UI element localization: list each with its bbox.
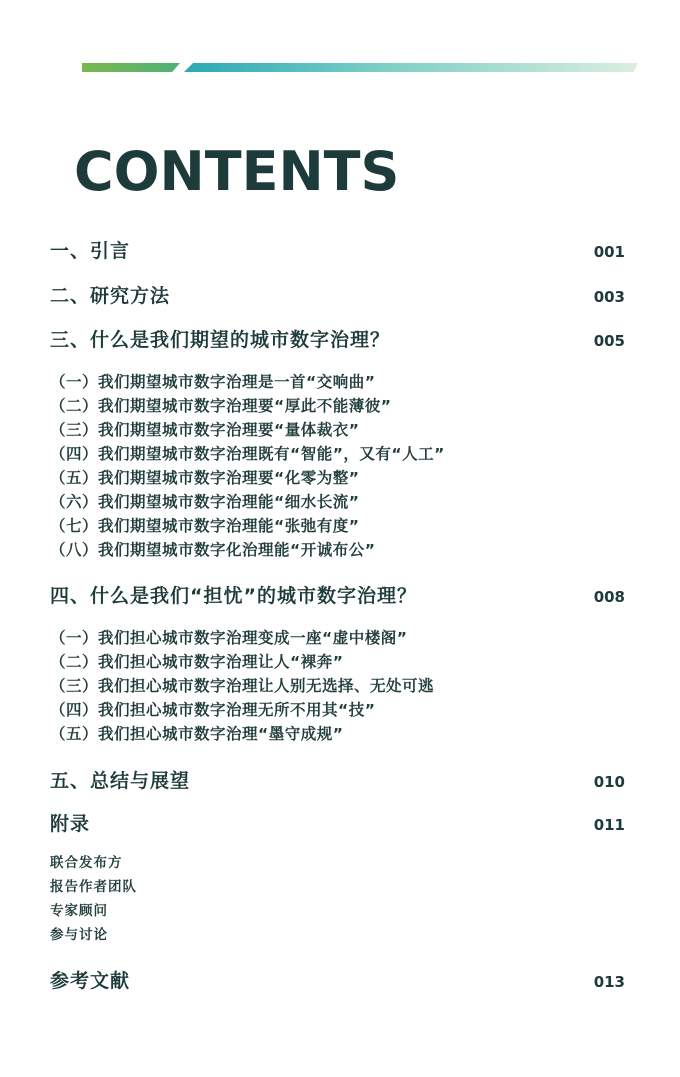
toc-entry-page: 003: [593, 288, 625, 306]
toc-subentry[interactable]: （三）我们期望城市数字治理要“量体裁衣”: [50, 421, 360, 439]
toc-subentry[interactable]: （五）我们担心城市数字治理“墨守成规”: [50, 725, 344, 743]
toc-subentry[interactable]: （二）我们担心城市数字治理让人“裸奔”: [50, 653, 344, 671]
toc-subentry[interactable]: （八）我们期望城市数字化治理能“开诚布公”: [50, 541, 376, 559]
toc-appendix-item[interactable]: 联合发布方: [50, 855, 123, 871]
toc-entry-label: 四、什么是我们“担忧”的城市数字治理？: [50, 585, 417, 607]
toc-entry-summary[interactable]: [50, 766, 625, 793]
toc-entry-label: 三、什么是我们期望的城市数字治理？: [50, 329, 391, 351]
toc-entry-page: 013: [593, 973, 625, 991]
toc-subentry[interactable]: （四）我们担心城市数字治理无所不用其“技”: [50, 701, 376, 719]
toc-subentry[interactable]: （五）我们期望城市数字治理要“化零为整”: [50, 469, 360, 487]
toc-entry-label: 五、总结与展望: [50, 770, 191, 792]
toc-subentry[interactable]: （七）我们期望城市数字治理能“张弛有度”: [50, 517, 360, 535]
toc-entry-page: 005: [593, 332, 625, 350]
page-title: CONTENTS: [74, 140, 400, 203]
toc-entry-intro[interactable]: [50, 236, 625, 263]
toc-subentry[interactable]: （六）我们期望城市数字治理能“细水长流”: [50, 493, 360, 511]
decorative-bar-teal: [184, 63, 638, 72]
toc-entry-references[interactable]: [50, 966, 625, 993]
toc-entry-label: 参考文献: [50, 970, 131, 992]
toc-appendix-item[interactable]: 参与讨论: [50, 927, 108, 943]
toc-appendix-item[interactable]: 专家顾问: [50, 903, 108, 919]
toc-subentry[interactable]: （一）我们担心城市数字治理变成一座“虚中楼阁”: [50, 629, 408, 647]
toc-entry-label: 二、研究方法: [50, 285, 171, 307]
toc-entry-appendix[interactable]: [50, 809, 625, 836]
decorative-bar-green: [82, 63, 180, 72]
toc-entry-page: 011: [593, 816, 625, 834]
toc-subentry[interactable]: （一）我们期望城市数字治理是一首“交响曲”: [50, 373, 376, 391]
toc-entry-page: 001: [593, 243, 625, 261]
toc-entry-label: 附录: [50, 813, 91, 835]
toc-subentry[interactable]: （二）我们期望城市数字治理要“厚此不能薄彼”: [50, 397, 392, 415]
toc-subentry[interactable]: （三）我们担心城市数字治理让人别无选择、无处可逃: [50, 677, 435, 695]
toc-entry-method[interactable]: [50, 281, 625, 308]
toc-entry-expectations[interactable]: [50, 325, 625, 352]
toc-appendix-item[interactable]: 报告作者团队: [50, 879, 137, 895]
toc-subentry[interactable]: （四）我们期望城市数字治理既有“智能”，又有“人工”: [50, 445, 445, 463]
toc-entry-page: 008: [593, 588, 625, 606]
toc-entry-concerns[interactable]: [50, 581, 625, 608]
toc-entry-page: 010: [593, 773, 625, 791]
toc-entry-label: 一、引言: [50, 240, 131, 262]
